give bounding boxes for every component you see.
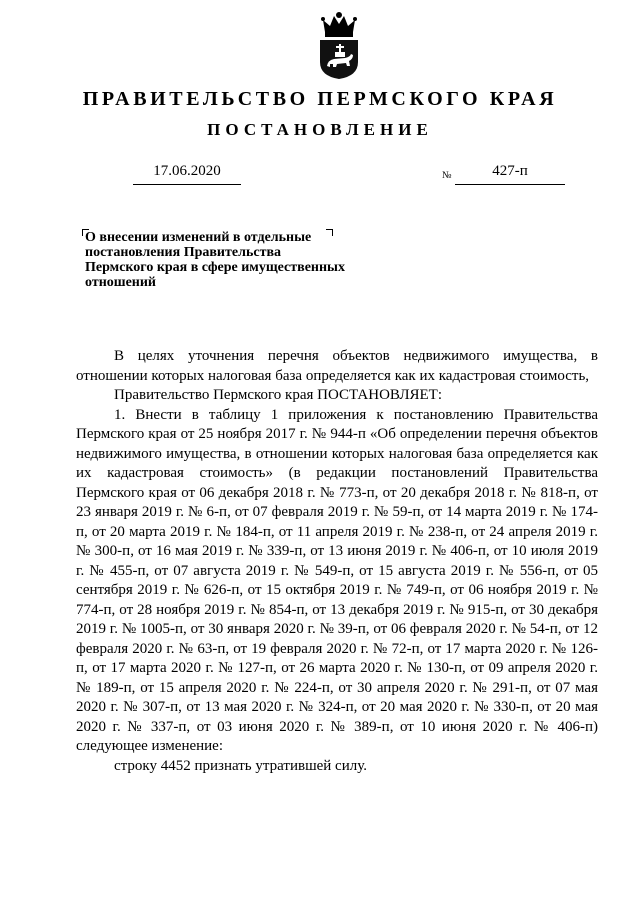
coat-of-arms-icon — [315, 10, 363, 80]
item-1-change: строку 4452 признать утратившей силу. — [114, 757, 367, 774]
document-type: ПОСТАНОВЛЕНИЕ — [207, 120, 433, 139]
document-number: 427-п — [455, 160, 565, 185]
document-subject: О внесении изменений в отдельные постановления Правительства Пермского края в сфере имущественных отношений — [85, 230, 345, 290]
number-sign: № — [442, 170, 452, 181]
document-date: 17.06.2020 — [133, 160, 241, 185]
government-title: ПРАВИТЕЛЬСТВО ПЕРМСКОГО КРАЯ — [82, 88, 558, 110]
document-body — [76, 347, 598, 776]
intro-paragraph: В целях уточнения перечня объектов недвижимого имущества, в отношении которых налоговая база определяется как их кадастровая стоимость, — [76, 348, 598, 384]
resolution-line: Правительство Пермского края ПОСТАНОВЛЯЕТ: — [114, 387, 443, 403]
item-1-paragraph: 1. Внести в таблицу 1 приложения к постановлению Правительства Пермского края от 25 ноября 2017 г. № 944-п «Об определении перечня объектов недвижимого имущества, в отношении которых налоговая база определяется как их кадастровая стоимость» (в редакции постановлений Правительства Пермского края от 06 декабря 2018 г. № 773-п, от 20 декабря 2018 г. № 818-п, от 23 января 2019 г. № 6-п, от 07 февраля 2019 г. № 59-п, от 14 марта 2019 г. № 174-п, от 20 марта 2019 г. № 184-п, от 11 апреля 2019 г. № 238-п, от 24 апреля 2019 г. № 300-п, от 16 мая 2019 г. № 339-п, от 13 июня 2019 г. № 406-п, от 10 июля 2019 г. № 455-п, от 07 августа 2019 г. № 549-п, от 15 августа 2019 г. № 556-п, от 05 сентября 2019 г. № 626-п, от 15 октября 2019 г. № 749-п, от 06 ноября 2019 г. № 774-п, от 28 ноября 2019 г. № 854-п, от 13 декабря 2019 г. № 915-п, от 30 декабря 2019 г. № 1005-п, от 30 января 2020 г. № 39-п, от 06 февраля 2020 г. № 54-п, от 12 февраля 2020 г. № 63-п, от 19 февраля 2020 г. № 72-п, от 17 марта 2020 г. № 126-п, от 17 марта 2020 г. № 127-п, от 26 марта 2020 г. № 130-п, от 09 апреля 2020 г. № 189-п, от 15 апреля 2020 г. № 224-п, от 30 апреля 2020 г. № 291-п, от 07 мая 2020 г. № 307-п, от 13 мая 2020 г. № 324-п, от 20 мая 2020 г. № 330-п, от 20 мая 2020 г. № 337-п, от 03 июня 2020 г. № 389-п, от 10 июня 2020 г. № 406-п) следующее изменение: — [76, 406, 598, 754]
